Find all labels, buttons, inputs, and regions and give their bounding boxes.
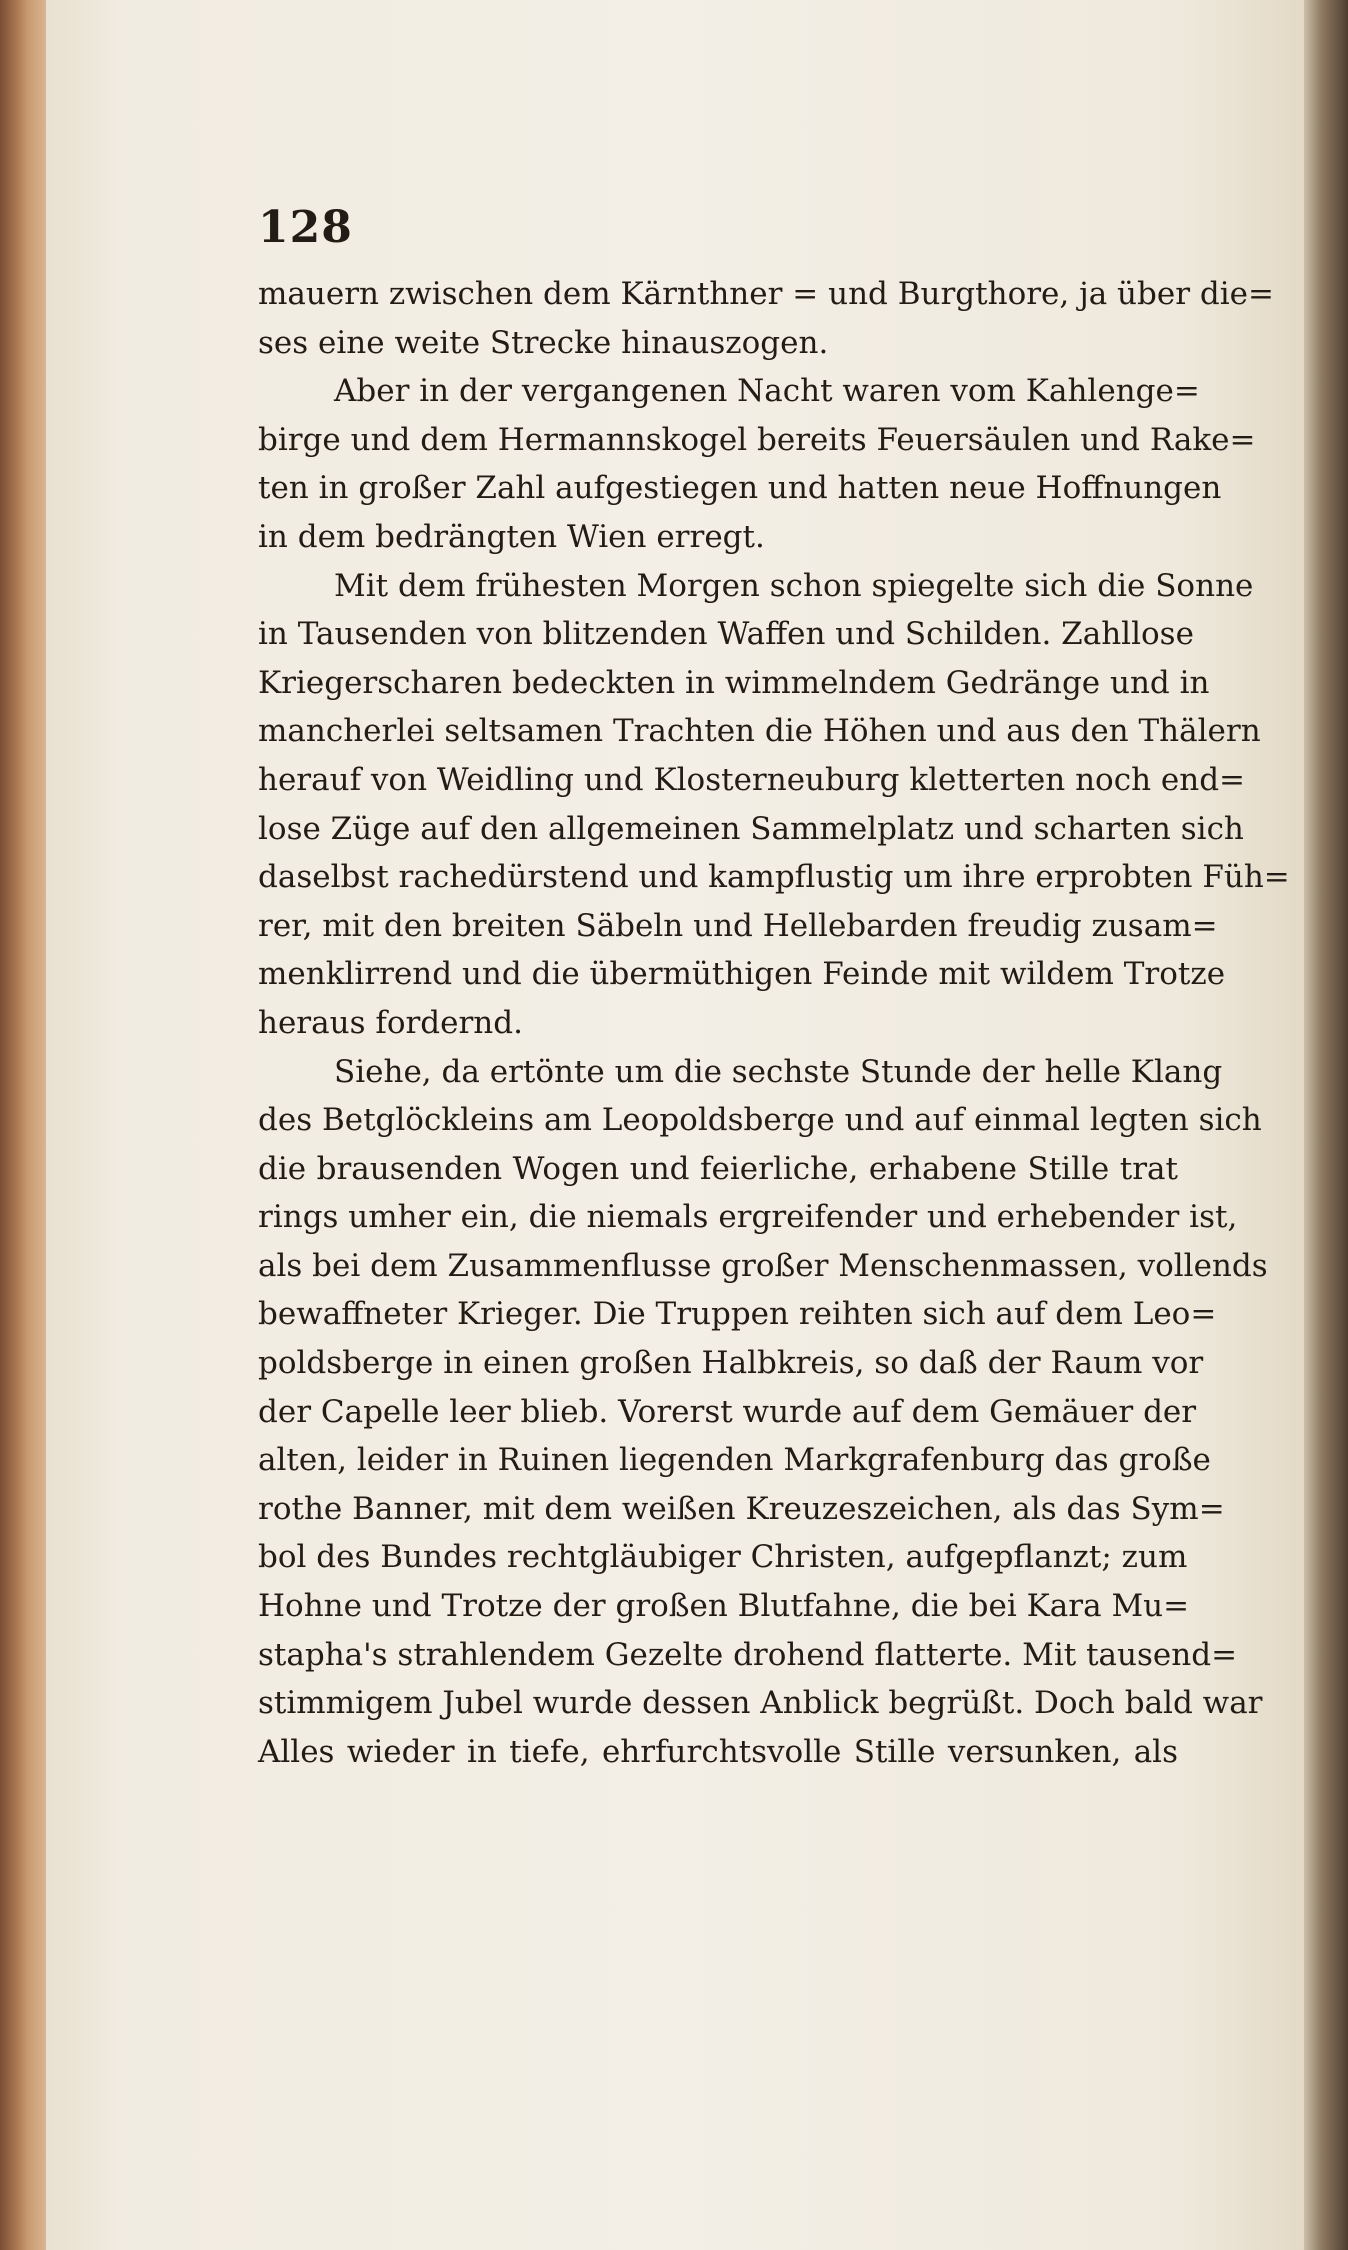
text-line: Hohne und Trotze der großen Blutfahne, die bei Kara Mu= xyxy=(258,1588,1190,1625)
text-line: die brausenden Wogen und feierliche, erhabene Stille trat xyxy=(258,1150,1178,1187)
text-line: Aber in der vergangenen Nacht waren vom Kahlenge= xyxy=(334,373,1200,410)
text-line: in Tausenden von blitzenden Waffen und Schilden. Zahllose xyxy=(258,616,1194,653)
text-line: des Betglöckleins am Leopoldsberge und auf einmal legten sich xyxy=(258,1102,1262,1139)
text-line: menklirrend und die übermüthigen Feinde mit wildem Trotze xyxy=(258,956,1226,993)
text-line: ten in großer Zahl aufgestiegen und hatten neue Hoffnungen xyxy=(258,470,1222,507)
text-line: in dem bedrängten Wien erregt. xyxy=(258,518,765,555)
text-line: bewaffneter Krieger. Die Truppen reihten sich auf dem Leo= xyxy=(258,1296,1217,1333)
text-line: heraus fordernd. xyxy=(258,1004,523,1041)
text-line: daselbst rachedürstend und kampflustig um ihre erprobten Füh= xyxy=(258,859,1290,896)
text-line: Mit dem frühesten Morgen schon spiegelte sich die Sonne xyxy=(334,567,1254,604)
text-line: ses eine weite Strecke hinauszogen. xyxy=(258,324,829,361)
body-text xyxy=(258,270,1290,1776)
text-line: Siehe, da ertönte um die sechste Stunde der helle Klang xyxy=(334,1053,1223,1090)
text-line: Alles wieder in tiefe, ehrfurchtsvolle Stille versunken, als xyxy=(258,1733,1178,1770)
text-line: stimmigem Jubel wurde dessen Anblick begrüßt. Doch bald war xyxy=(258,1685,1263,1722)
text-line: rothe Banner, mit dem weißen Kreuzeszeichen, als das Sym= xyxy=(258,1490,1225,1527)
text-line: Kriegerscharen bedeckten in wimmelndem Gedränge und in xyxy=(258,664,1210,701)
book-edge-left xyxy=(0,0,46,2250)
text-line: mauern zwischen dem Kärnthner = und Burgthore, ja über die= xyxy=(258,276,1274,312)
book-edge-right xyxy=(1304,0,1348,2250)
text-line: poldsberge in einen großen Halbkreis, so daß der Raum vor xyxy=(258,1345,1204,1382)
text-line: rer, mit den breiten Säbeln und Hellebarden freudig zusam= xyxy=(258,907,1218,944)
text-line: rings umher ein, die niemals ergreifender und erhebender ist, xyxy=(258,1199,1238,1236)
text-line: als bei dem Zusammenflusse großer Menschenmassen, vollends xyxy=(258,1247,1268,1284)
text-line: lose Züge auf den allgemeinen Sammelplatz und scharten sich xyxy=(258,810,1244,847)
text-line: bol des Bundes rechtgläubiger Christen, aufgepflanzt; zum xyxy=(258,1539,1188,1576)
text-line: birge und dem Hermannskogel bereits Feuersäulen und Rake= xyxy=(258,421,1256,458)
text-line: stapha's strahlendem Gezelte drohend flatterte. Mit tausend= xyxy=(258,1636,1238,1673)
text-line: herauf von Weidling und Klosterneuburg kletterten noch end= xyxy=(258,761,1246,798)
page-number: 128 xyxy=(258,202,353,253)
text-line: mancherlei seltsamen Trachten die Höhen und aus den Thälern xyxy=(258,713,1261,750)
text-line: der Capelle leer blieb. Vorerst wurde auf dem Gemäuer der xyxy=(258,1393,1197,1430)
text-line: alten, leider in Ruinen liegenden Markgrafenburg das große xyxy=(258,1442,1211,1479)
